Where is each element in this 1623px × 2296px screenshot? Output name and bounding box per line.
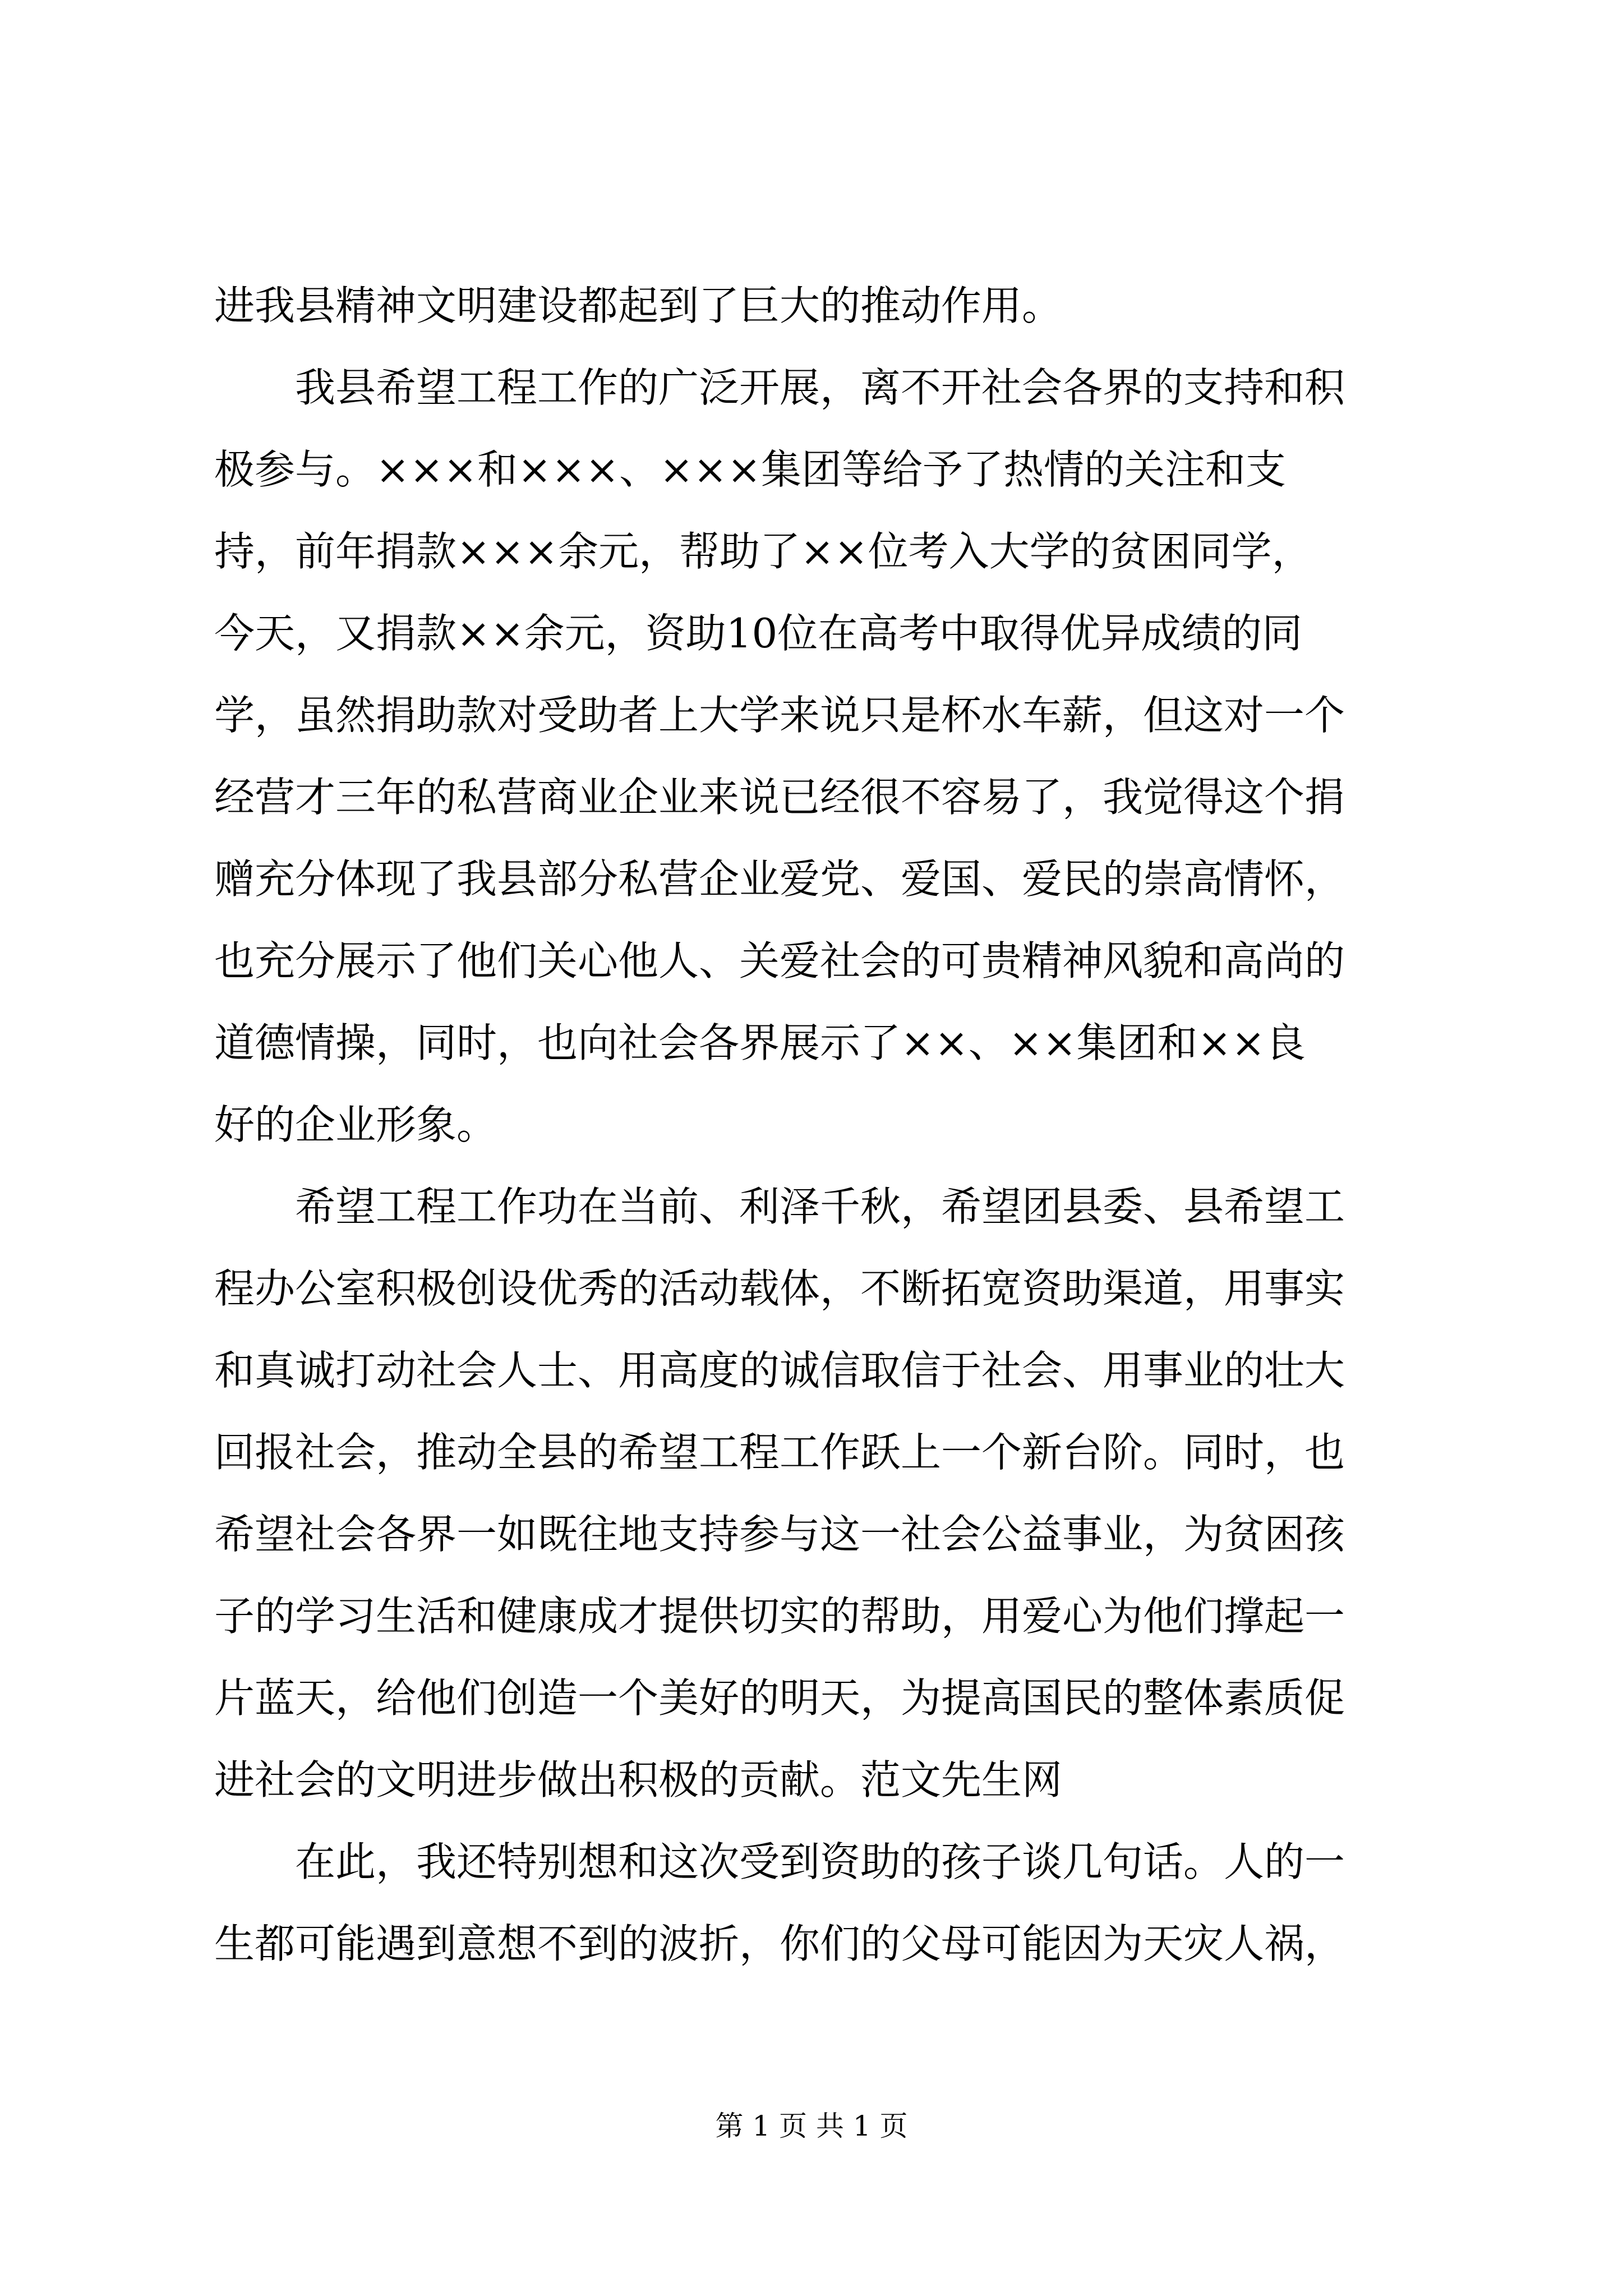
text-line: 片蓝天，给他们创造一个美好的明天，为提高国民的整体素质促: [214, 1674, 1345, 1722]
text-line: 今天，又捐款××余元，资助10位在高考中取得优异成绩的同: [214, 610, 1303, 657]
page-number-label: 第 1 页 共 1 页: [715, 2110, 908, 2142]
text-line: 持，前年捐款×××余元，帮助了××位考入大学的贫困同学，: [214, 528, 1312, 575]
text-line: 经营才三年的私营商业企业来说已经很不容易了，我觉得这个捐: [214, 774, 1345, 821]
text-line: 子的学习生活和健康成才提供切实的帮助，用爱心为他们撑起一: [214, 1593, 1345, 1640]
text-line: 道德情操，同时，也向社会各界展示了××、××集团和××良: [214, 1019, 1306, 1066]
text-line: 我县希望工程工作的广泛开展，离不开社会各界的支持和积: [214, 364, 1345, 411]
text-line: 回报社会，推动全县的希望工程工作跃上一个新台阶。同时，也: [214, 1429, 1345, 1476]
text-line: 希望社会各界一如既往地支持参与这一社会公益事业，为贫困孩: [214, 1511, 1345, 1558]
page-footer: [0, 2106, 1623, 2146]
text-line: 极参与。×××和×××、×××集团等给予了热情的关注和支: [214, 446, 1286, 493]
text-line: 学，虽然捐助款对受助者上大学来说只是杯水车薪，但这对一个: [214, 692, 1345, 739]
text-line: 也充分展示了他们关心他人、关爱社会的可贵精神风貌和高尚的: [214, 937, 1345, 984]
text-line: 好的企业形象。: [214, 1101, 497, 1148]
text-line: 希望工程工作功在当前、利泽千秋，希望团县委、县希望工: [214, 1183, 1345, 1230]
text-line: 程办公室积极创设优秀的活动载体，不断拓宽资助渠道，用事实: [214, 1265, 1345, 1312]
text-line: 和真诚打动社会人士、用高度的诚信取信于社会、用事业的壮大: [214, 1347, 1345, 1394]
text-line: 进社会的文明进步做出积极的贡献。范文先生网: [214, 1756, 1063, 1803]
text-line: 生都可能遇到意想不到的波折，你们的父母可能因为天灾人祸，: [214, 1920, 1345, 1967]
text-line: 赠充分体现了我县部分私营企业爱党、爱国、爱民的崇高情怀，: [214, 855, 1345, 903]
text-line: 在此，我还特别想和这次受到资助的孩子谈几句话。人的一: [214, 1838, 1345, 1885]
text-line: 进我县精神文明建设都起到了巨大的推动作用。: [214, 282, 1063, 329]
